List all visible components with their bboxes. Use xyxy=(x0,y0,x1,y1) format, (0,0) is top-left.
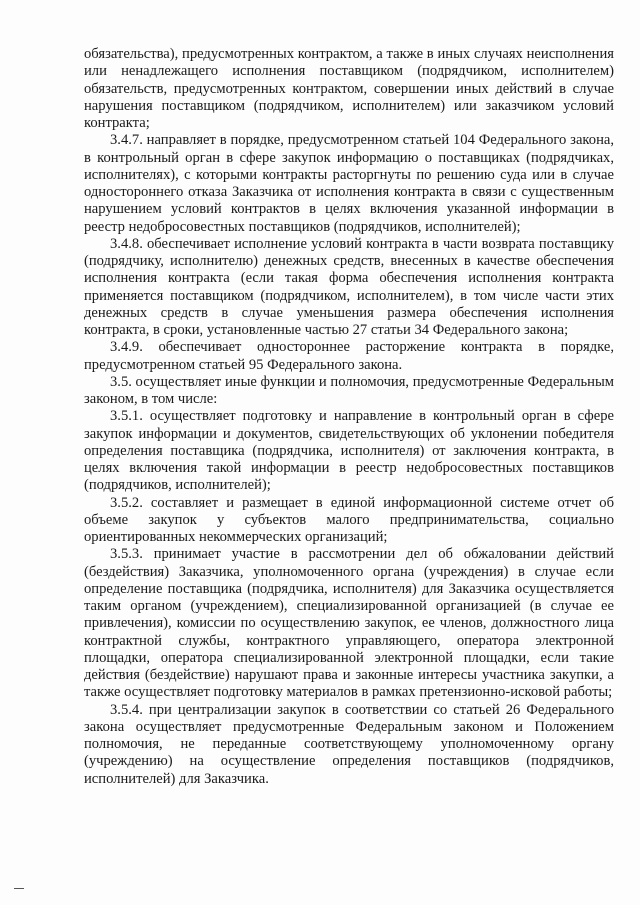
paragraph-3-5: 3.5. осуществляет иные функции и полномочия, предусмотренные Федеральным законом, в том числе: xyxy=(84,373,614,407)
paragraph-3-4-9: 3.4.9. обеспечивает одностороннее расторжение контракта в порядке, предусмотренном статьей 95 Федерального закона. xyxy=(84,339,614,373)
paragraph-3-5-1: 3.5.1. осуществляет подготовку и направление в контрольный орган в сфере закупок информации и документов, свидетельствующих об уклонении победителя определения поставщика (подрядчика, исполнителя) от заключения контракта, в целях включения такой информации в реестр недобросовестных поставщиков (подрядчиков, исполнителей); xyxy=(84,408,614,494)
paragraph-3-5-3: 3.5.3. принимает участие в рассмотрении дел об обжаловании действий (бездействия) Заказчика, уполномоченного органа (учреждения) в случае если определение поставщика (подрядчика, исполнителя) для Заказчика осуществляется таким органом (учреждением), специализированной организацией (в случае ее привлечения), комиссии по осуществлению закупок, ее членов, должностного лица контрактной службы, контрактного управляющего, оператора электронной площадки, оператора специализированной электронной площадки, если такие действия (бездействие) нарушают права и законные интересы участника закупки, а также осуществляет подготовку материалов в рамках претензионно-исковой работы; xyxy=(84,546,614,701)
scan-mark xyxy=(14,888,24,889)
paragraph-3-4-7: 3.4.7. направляет в порядке, предусмотренном статьей 104 Федерального закона, в контрольный орган в сфере закупок информацию о поставщиках (подрядчиках, исполнителях), с которыми контракты расторгнуты по решению суда или в случае одностороннего отказа Заказчика от исполнения контракта в связи с существенным нарушением условий контрактов в целях включения указанной информации в реестр недобросовестных поставщиков (подрядчиков, исполнителей); xyxy=(84,132,614,235)
paragraph-3-5-4: 3.5.4. при централизации закупок в соответствии со статьей 26 Федерального закона осуществляет предусмотренные Федеральным законом и Положением полномочия, не переданные соответствующему уполномоченному органу (учреждению) на осуществление определения поставщиков (подрядчиков, исполнителей) для Заказчика. xyxy=(84,701,614,787)
paragraph-3-4-8: 3.4.8. обеспечивает исполнение условий контракта в части возврата поставщику (подрядчику, исполнителю) денежных средств, внесенных в качестве обеспечения исполнения контракта (если такая форма обеспечения исполнения контракта применяется поставщиком (подрядчиком, исполнителем), в том числе части этих денежных средств в случае уменьшения размера обеспечения исполнения контракта, в сроки, установленные частью 27 статьи 34 Федерального закона; xyxy=(84,235,614,338)
paragraph-continuation: обязательства), предусмотренных контрактом, а также в иных случаях неисполнения или ненадлежащего исполнения поставщиком (подрядчиком, исполнителем) обязательств, предусмотренных контрактом, совершении иных действий в случае нарушения поставщиком (подрядчиком, исполнителем) или заказчиком условий контракта; xyxy=(84,46,614,131)
paragraph-3-5-2: 3.5.2. составляет и размещает в единой информационной системе отчет об объеме закупок у субъектов малого предпринимательства, социально ориентированных некоммерческих организаций; xyxy=(84,494,614,545)
document-body xyxy=(84,46,614,788)
